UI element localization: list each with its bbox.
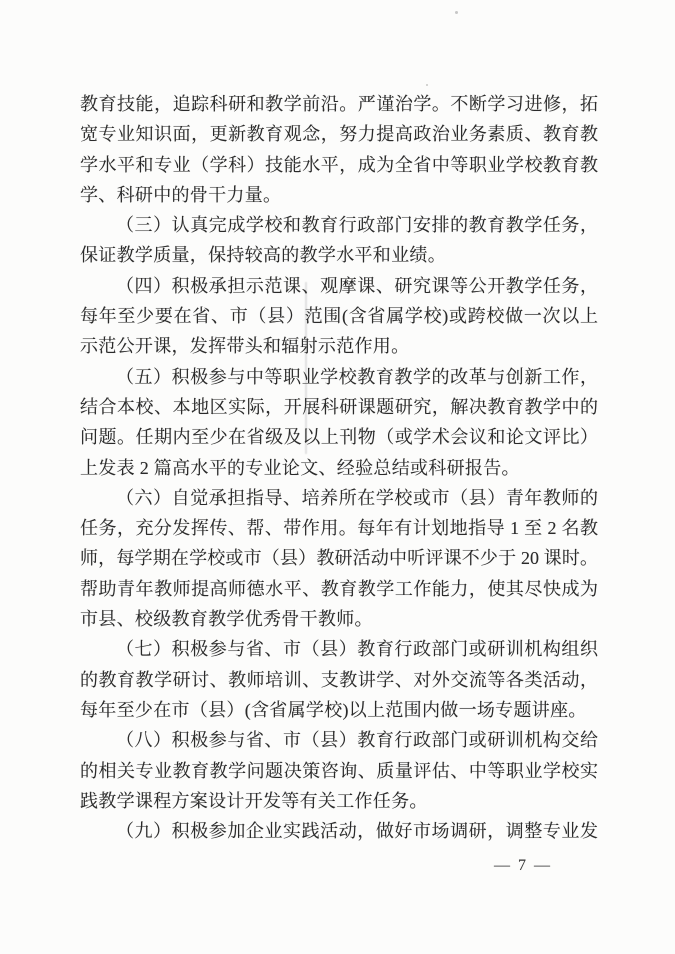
- text-line: 每年至少要在省、市（县）范围(含省属学校)或跨校做一次以上: [80, 306, 598, 327]
- scan-speck: [455, 11, 458, 14]
- text-line: （四）积极承担示范课、观摩课、研究课等公开教学任务，: [116, 275, 598, 296]
- text-line: 学水平和专业（学科）技能水平，成为全省中等职业学校教育教: [80, 154, 598, 175]
- text-line: （八）积极参与省、市（县）教育行政部门或研训机构交给: [116, 730, 598, 751]
- text-line: （七）积极参与省、市（县）教育行政部门或研训机构组织: [116, 639, 598, 660]
- scan-fold-artifact: [305, 282, 307, 454]
- text-line: 任务，充分发挥传、帮、带作用。每年有计划地指导 1 至 2 名教: [80, 518, 598, 539]
- text-line: （五）积极参与中等职业学校教育教学的改革与创新工作，: [116, 366, 598, 387]
- text-line: 市县、校级教育教学优秀骨干教师。: [80, 609, 373, 630]
- scan-speck: [426, 84, 428, 86]
- text-line: 宽专业知识面，更新教育观念，努力提高政治业务素质、教育教: [80, 124, 598, 145]
- text-line: 教育技能，追踪科研和教学前沿。严谨治学。不断学习进修，拓: [80, 94, 598, 114]
- text-line: （三）认真完成学校和教育行政部门安排的教育教学任务，: [116, 215, 598, 236]
- text-line: 师，每学期在学校或市（县）教研活动中听评课不少于 20 课时。: [80, 548, 598, 569]
- text-line: 结合本校、本地区实际，开展科研课题研究，解决教育教学中的: [80, 396, 598, 417]
- text-line: 帮助青年教师提高师德水平、教育教学工作能力，使其尽快成为: [80, 578, 598, 599]
- text-line: 每年至少在市（县）(含省属学校)以上范围内做一场专题讲座。: [80, 699, 587, 720]
- text-line: 的相关专业教育教学问题决策咨询、质量评估、中等职业学校实: [80, 760, 598, 781]
- text-line: 问题。任期内至少在省级及以上刊物（或学术会议和论文评比）: [80, 427, 598, 448]
- text-line: 学、科研中的骨干力量。: [80, 184, 282, 205]
- text-line: （六）自觉承担指导、培养所在学校或市（县）青年教师的: [116, 487, 598, 508]
- text-line: 的教育教学研讨、教师培训、支教讲学、对外交流等各类活动，: [80, 669, 598, 690]
- page-number: — 7 —: [494, 857, 552, 874]
- text-line: 上发表 2 篇高水平的专业论文、经验总结或科研报告。: [80, 457, 520, 478]
- text-line: 保证教学质量，保持较高的教学水平和业绩。: [80, 245, 446, 266]
- text-line: 示范公开课，发挥带头和辐射示范作用。: [80, 336, 410, 357]
- document-body: [80, 89, 598, 846]
- text-line: （九）积极参加企业实践活动，做好市场调研，调整专业发: [116, 821, 598, 842]
- text-line: 践教学课程方案设计开发等有关工作任务。: [80, 790, 428, 811]
